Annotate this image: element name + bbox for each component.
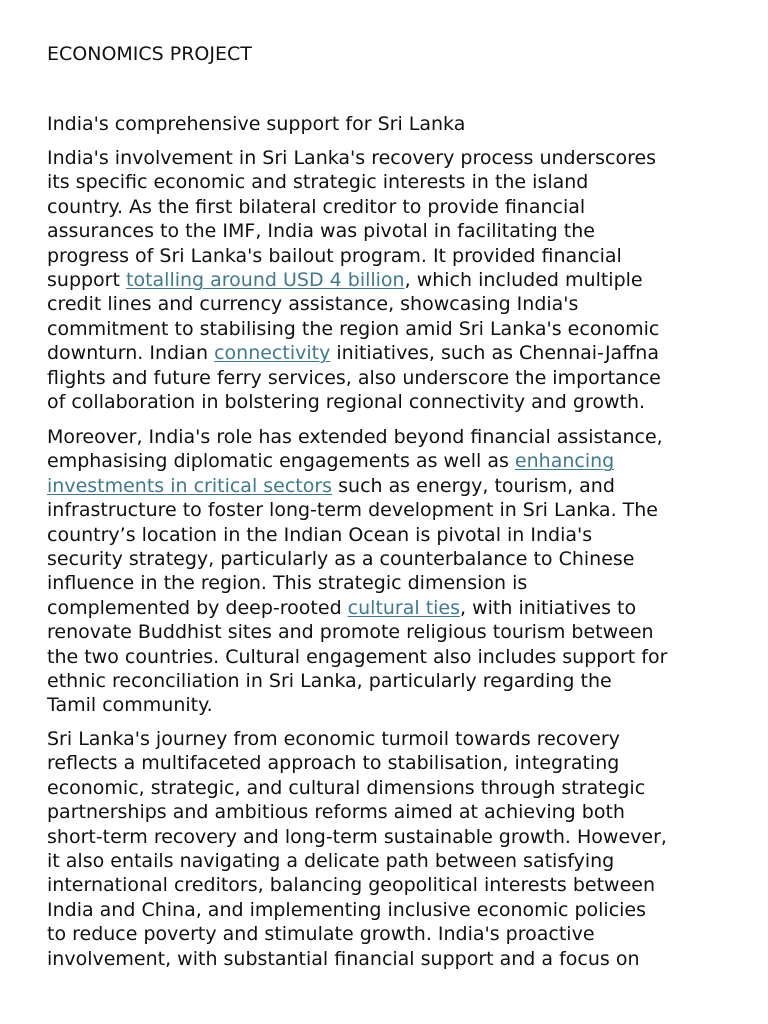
paragraph-line [47,425,667,449]
text-segment: its specific economic and strategic interests in the island [47,171,589,194]
text-segment: to reduce poverty and stimulate growth. India's proactive [47,923,595,946]
text-segment: of collaboration in bolstering regional connectivity and growth. [47,390,646,413]
inline-link[interactable]: connectivity [214,342,331,365]
inline-link[interactable]: investments in critical sectors [47,474,333,497]
paragraph-line [47,727,667,751]
text-segment: emphasising diplomatic engagements as well as [47,450,515,473]
text-segment: country. As the first bilateral creditor to provide financial [47,195,586,218]
paragraph-line [47,449,667,473]
text-segment: country’s location in the Indian Ocean is pivotal in India's [47,523,593,546]
paragraph-line [47,244,661,268]
text-segment: infrastructure to foster long-term development in Sri Lanka. The [47,499,658,522]
paragraph-line [47,800,667,824]
text-segment: support [47,268,126,291]
paragraph-line [47,873,667,897]
document-subtitle: India's comprehensive support for Sri Lanka [47,113,466,135]
paragraph-3 [47,727,667,971]
paragraph-line [47,219,661,243]
paragraph-line [47,947,667,971]
paragraph-line [47,547,667,571]
text-segment: Sri Lanka's journey from economic turmoil towards recovery [47,728,620,750]
text-segment: renovate Buddhist sites and promote religious tourism between [47,621,654,644]
text-segment: short-term recovery and long-term sustainable growth. However, [47,825,667,848]
text-segment: reflects a multifaceted approach to stabilisation, integrating [47,752,620,775]
text-segment: , with initiatives to [460,596,637,619]
text-segment: Moreover, India's role has extended beyond financial assistance, [47,426,663,448]
paragraph-line [47,146,661,170]
text-segment: economic, strategic, and cultural dimensions through strategic [47,776,646,799]
text-segment: influence in the region. This strategic dimension is [47,572,528,595]
paragraph-line [47,268,661,292]
inline-link[interactable]: cultural ties [347,596,461,619]
paragraph-line [47,341,661,365]
paragraph-line [47,571,667,595]
text-segment: India's involvement in Sri Lanka's recovery process underscores [47,147,657,169]
paragraph-line [47,292,661,316]
paragraph-line [47,317,661,341]
paragraph-2 [47,425,667,718]
text-segment: international creditors, balancing geopolitical interests between [47,874,655,897]
text-segment: progress of Sri Lanka's bailout program. It provided financial [47,244,622,267]
text-segment: complemented by deep-rooted [47,596,348,619]
text-segment: security strategy, particularly as a counterbalance to Chinese [47,547,635,570]
text-segment: flights and future ferry services, also underscore the importance [47,366,661,389]
text-segment: the two countries. Cultural engagement also includes support for [47,645,668,668]
paragraph-line [47,596,667,620]
paragraph-line [47,645,667,669]
text-segment: ethnic reconciliation in Sri Lanka, particularly regarding the [47,669,612,692]
text-segment: such as energy, tourism, and [332,474,615,497]
inline-link[interactable]: enhancing [514,450,615,473]
text-segment: involvement, with substantial financial support and a focus on [47,947,640,970]
paragraph-1 [47,146,661,414]
paragraph-line [47,170,661,194]
paragraph-line [47,922,667,946]
text-segment: initiatives, such as Chennai-Jaffna [330,342,659,365]
paragraph-line [47,898,667,922]
paragraph-line [47,390,661,414]
paragraph-line [47,620,667,644]
paragraph-line [47,825,667,849]
paragraph-line [47,195,661,219]
paragraph-line [47,751,667,775]
text-segment: India and China, and implementing inclusive economic policies [47,898,647,921]
text-segment: assurances to the IMF, India was pivotal in facilitating the [47,220,595,243]
text-segment: credit lines and currency assistance, showcasing India's [47,293,579,316]
text-segment: partnerships and ambitious reforms aimed at achieving both [47,801,625,824]
paragraph-line [47,693,667,717]
paragraph-line [47,498,667,522]
paragraph-line [47,849,667,873]
text-segment: downturn. Indian [47,342,215,365]
text-segment: , which included multiple [404,268,643,291]
paragraph-line [47,776,667,800]
text-segment: Tamil community. [47,694,213,717]
paragraph-line [47,523,667,547]
paragraph-line [47,366,661,390]
inline-link[interactable]: totalling around USD 4 billion [126,268,405,291]
paragraph-line [47,669,667,693]
paragraph-line [47,474,667,498]
document-title: ECONOMICS PROJECT [47,43,252,65]
text-segment: commitment to stabilising the region amid Sri Lanka's economic [47,317,660,340]
text-segment: it also entails navigating a delicate path between satisfying [47,849,615,872]
